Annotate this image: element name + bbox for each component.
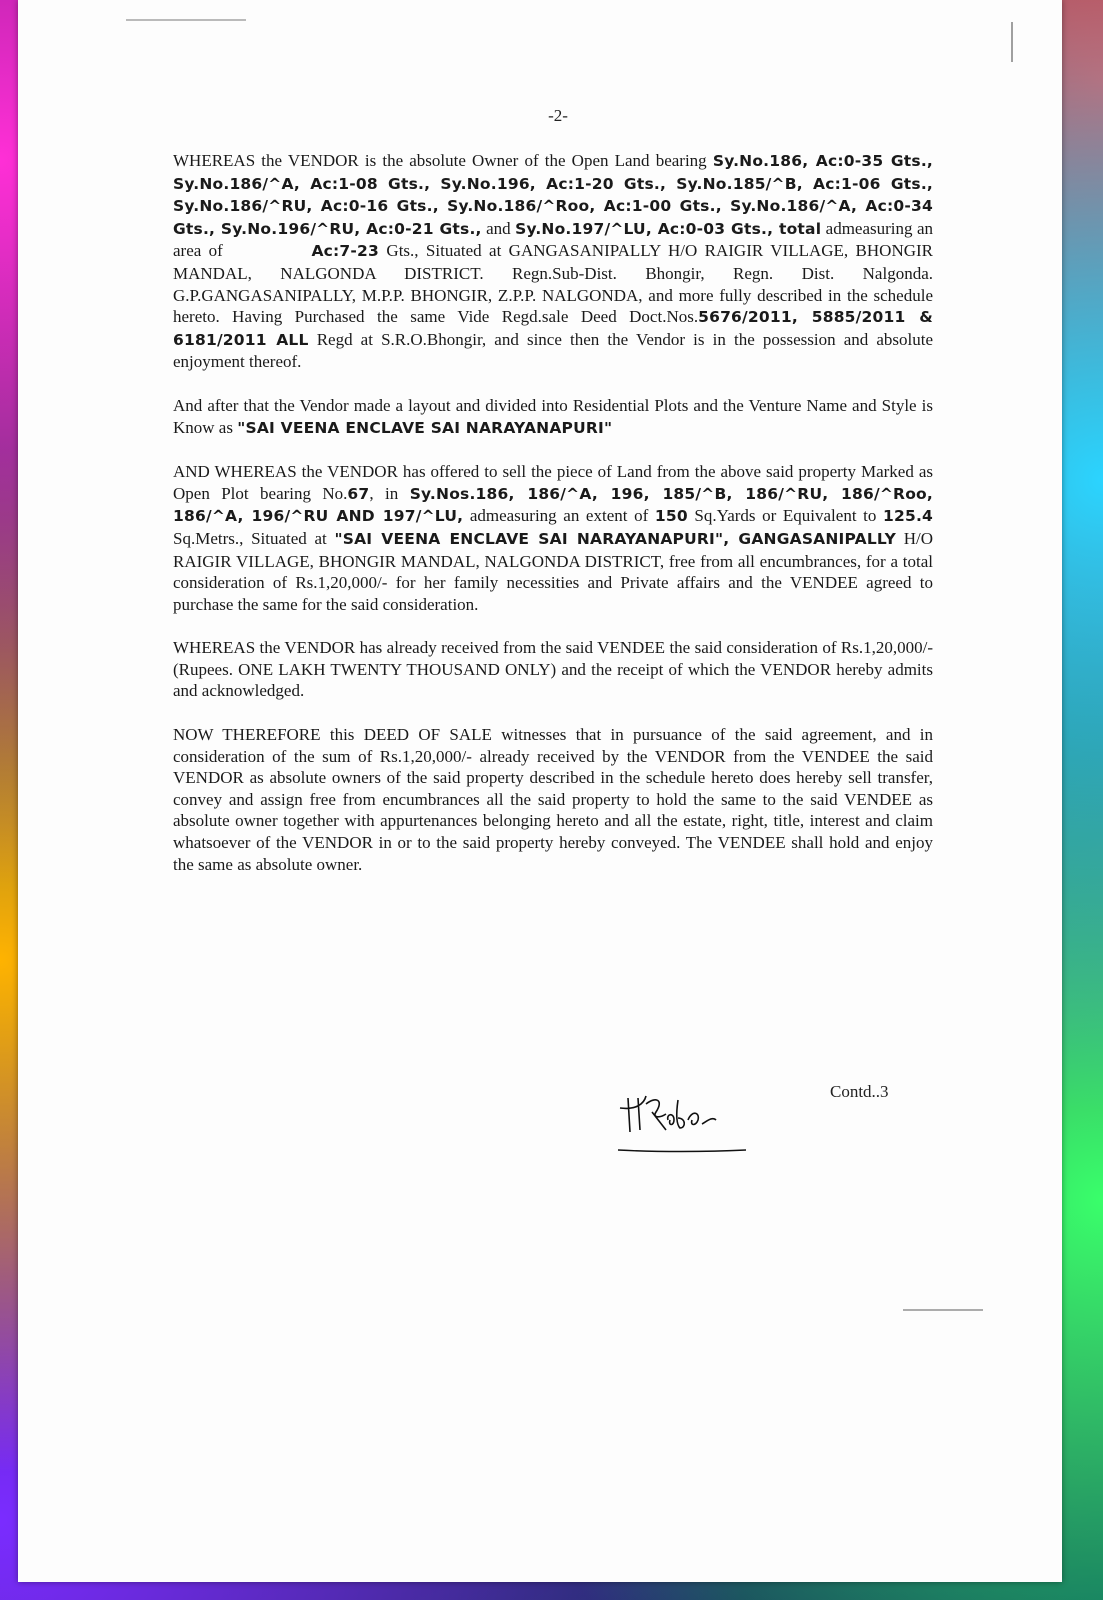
paragraph-layout: And after that the Vendor made a layout and divided into Residential Plots and the Venture Name and Style is Know as "SAI VEENA ENCLAVE SAI NARAYANAPURI" <box>173 395 933 437</box>
continued-note: Contd..3 <box>830 1082 889 1101</box>
paragraph-offer: AND WHEREAS the VENDOR has offered to sell the piece of Land from the above said property Marked as Open Plot bearing No.67, in Sy.Nos.186, 186/^A, 196, 185/^B, 186/^RU, 186/^Roo, 186/^A, 196/^RU AND 197/^LU, admeasuring an extent of 150 Sq.Yards or Equivalent to 125.4 Sq.Metrs., Situated at "SAI VEENA ENCLAVE SAI NARAYANAPURI", GANGASANIPALLY H/O RAIGIR VILLAGE, BHONGIR MANDAL, NALGONDA DISTRICT, free from all encumbrances, for a total consideration of Rs.1,20,000/- for her family necessities and Private affairs and the VENDEE agreed to purchase the same for the said consideration. <box>173 462 934 614</box>
paragraph-consideration: WHEREAS the VENDOR has already received from the said VENDEE the said consideration of Rs.1,20,000/- (Rupees. ONE LAKH TWENTY THOUSAND ONLY) and the receipt of which the VENDOR hereby admits and acknowledged. <box>173 638 933 701</box>
document-page <box>18 0 1062 1582</box>
paragraph-ownership: WHEREAS the VENDOR is the absolute Owner of the Open Land bearing Sy.No.186, Ac:0-35 Gts., Sy.No.186/^A, Ac:1-08 Gts., Sy.No.196, Ac:1-20 Gts., Sy.No.185/^B, Ac:1-06 Gts., Sy.No.186/^RU, Ac:0-16 Gts., Sy.No.186/^Roo, Ac:1-00 Gts., Sy.No.186/^A, Ac:0-34 Gts., Sy.No.196/^RU, Ac:0-21 Gts., and Sy.No.197/^LU, Ac:0-03 Gts., total admeasuring an area of Ac:7-23 Gts., Situated at GANGASANIPALLY H/O RAIGIR VILLAGE, BHONGIR MANDAL, NALGONDA DISTRICT. Regn.Sub-Dist. Bhongir, Regn. Dist. Nalgonda. G.P.GANGASANIPALLY, M.P.P. BHONGIR, Z.P.P. NALGONDA, and more fully described in the schedule hereto. Having Purchased the same Vide Regd.sale Deed Doct.Nos.5676/2011, 5885/2011 & 6181/2011 ALL Regd at S.R.O.Bhongir, and since then the Vendor is in the possession and absolute enjoyment thereof. <box>173 151 934 372</box>
paragraph-deed-of-sale: NOW THEREFORE this DEED OF SALE witnesses that in pursuance of the said agreement, and in consideration of the sum of Rs.1,20,000/- already received by the VENDOR from the VENDEE the said VENDOR as absolute owners of the said property described in the schedule hereto does hereby sell transfer, convey and assign free from encumbrances all the said property to hold the same to the said VENDEE as absolute owner together with appurtenances belonging hereto and all the estate, right, title, interest and claim whatsoever of the VENDOR in or to the said property hereby conveyed. The VENDEE shall hold and enjoy the same as absolute owner. <box>173 725 933 874</box>
deed-body <box>173 150 933 897</box>
scan-artifact-edge <box>1011 22 1013 62</box>
page-number: -2- <box>548 106 568 125</box>
signature <box>616 1090 756 1162</box>
scan-artifact-bottom <box>903 1309 983 1311</box>
scan-artifact-top <box>126 19 246 21</box>
